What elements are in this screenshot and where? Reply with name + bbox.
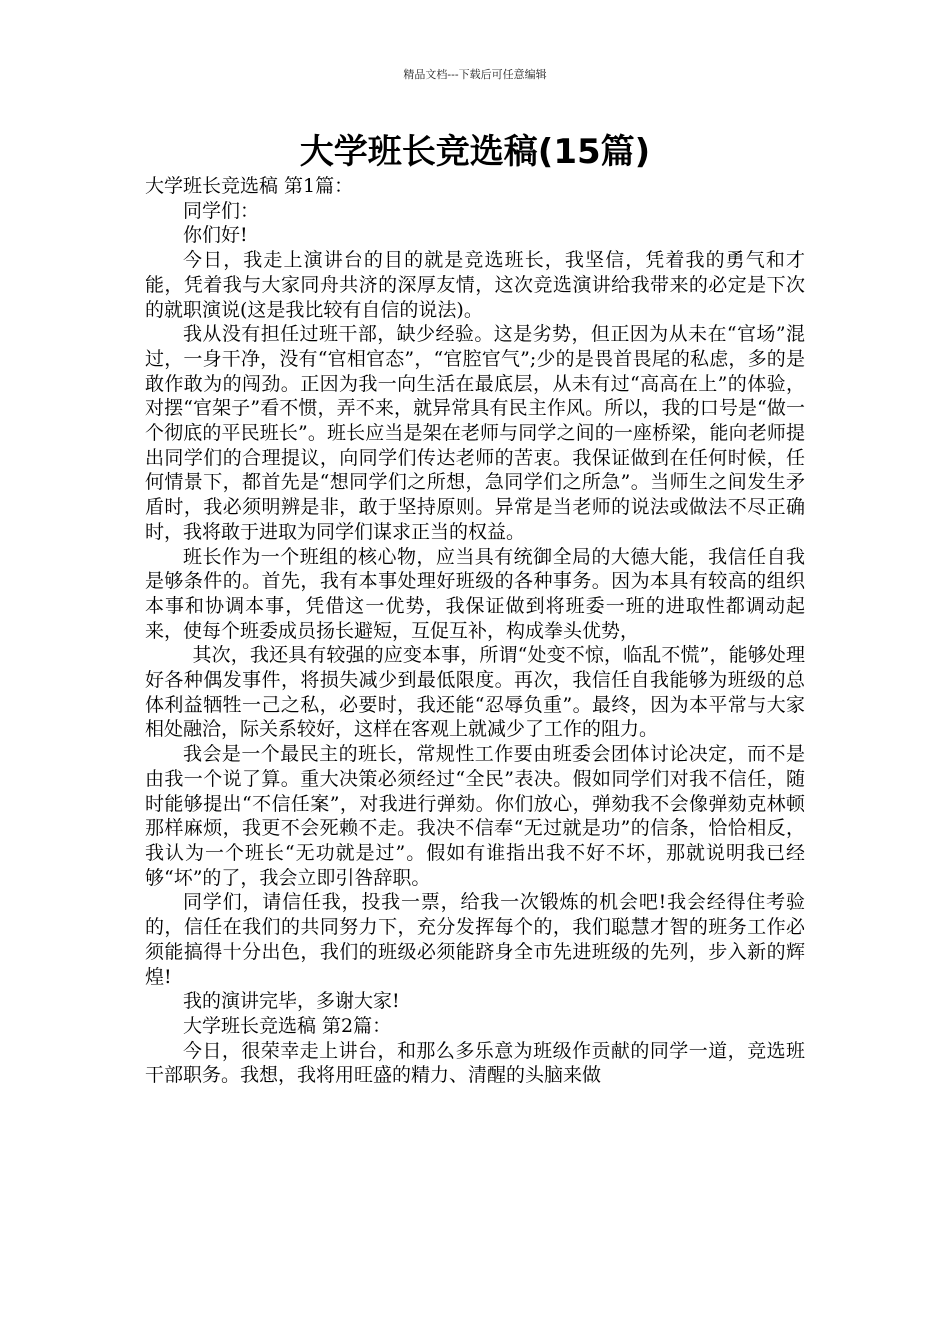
salutation: 同学们：: [183, 199, 260, 222]
paragraph: 我会是一个最民主的班长，常规性工作要由班委会团体讨论决定，而不是由我一个说了算。重大决策必须经过“全民”表决。假如同学们对我不信任，随时能够提出“不信任案”，对我进行弹劾。你们放心，弹劾我不会像弹劾克林顿那样麻烦，我更不会死赖不走。我决不信奉“无过就是功”的信条，恰恰相反，我认为一个班长“无功就是过”。假如有谁指出我不好不坏，那就说明我已经够“坏”的了，我会立即引咎辞职。: [145, 743, 805, 889]
paragraph: 今日，很荣幸走上讲台，和那么多乐意为班级作贡献的同学一道，竞选班干部职务。我想，我将用旺盛的精力、清醒的头脑来做: [145, 1039, 805, 1087]
greeting: 你们好!: [183, 224, 248, 247]
paragraph: 班长作为一个班组的核心物，应当具有统御全局的大德大能，我信任自我是够条件的。首先，我有本事处理好班级的各种事务。因为本具有较高的组织本事和协调本事，凭借这一优势，我保证做到将班委一班的进取性都调动起来，使每个班委成员扬长避短，互促互补，构成拳头优势，: [145, 545, 805, 642]
document-title: 大学班长竞选稿(15篇): [299, 132, 651, 172]
section-heading-2: 大学班长竞选稿 第2篇：: [183, 1014, 392, 1037]
paragraph: 今日，我走上演讲台的目的就是竞选班长，我坚信，凭着我的勇气和才能，凭着我与大家同舟共济的深厚友情，这次竞选演讲给我带来的必定是下次的就职演说(这是我比较有自信的说法)。: [145, 249, 805, 321]
paragraph: 同学们，请信任我，投我一票，给我一次锻炼的机会吧!我会经得住考验的，信任在我们的共同努力下，充分发挥每个的，我们聪慧才智的班务工作必须能搞得十分出色，我们的班级必须能跻身全市先进班级的先列，步入新的辉煌!: [145, 891, 805, 988]
closing-line: 我的演讲完毕，多谢大家!: [183, 990, 400, 1013]
header-note: 精品文档---下载后可任意编辑: [403, 68, 547, 81]
paragraph: 我从没有担任过班干部，缺少经验。这是劣势，但正因为从未在“官场”混过，一身干净，没有“官相官态”，“官腔官气”;少的是畏首畏尾的私虑，多的是敢作敢为的闯劲。正因为我一向生活在最底层，从未有过“高高在上”的体验，对摆“官架子”看不惯，弄不来，就异常具有民主作风。所以，我的口号是“做一个彻底的平民班长”。班长应当是架在老师与同学之间的一座桥梁，能向老师提出同学们的合理提议，向同学们传达老师的苦衷。我保证做到在任何时候，任何情景下，都首先是“想同学们之所想，急同学们之所急”。当师生之间发生矛盾时，我必须明辨是非，敢于坚持原则。异常是当老师的说法或做法不尽正确时，我将敢于进取为同学们谋求正当的权益。: [145, 323, 805, 543]
section-heading-1: 大学班长竞选稿 第1篇：: [145, 175, 354, 197]
paragraph: 其次，我还具有较强的应变本事，所谓“处变不惊，临乱不慌”，能够处理好各种偶发事件，将损失减少到最低限度。再次，我信任自我能够为班级的总体利益牺牲一己之私，必要时，我还能“忍辱负重”。最终，因为本平常与大家相处融洽，际关系较好，这样在客观上就减少了工作的阻力。: [145, 644, 805, 741]
document-body: [145, 174, 805, 1088]
